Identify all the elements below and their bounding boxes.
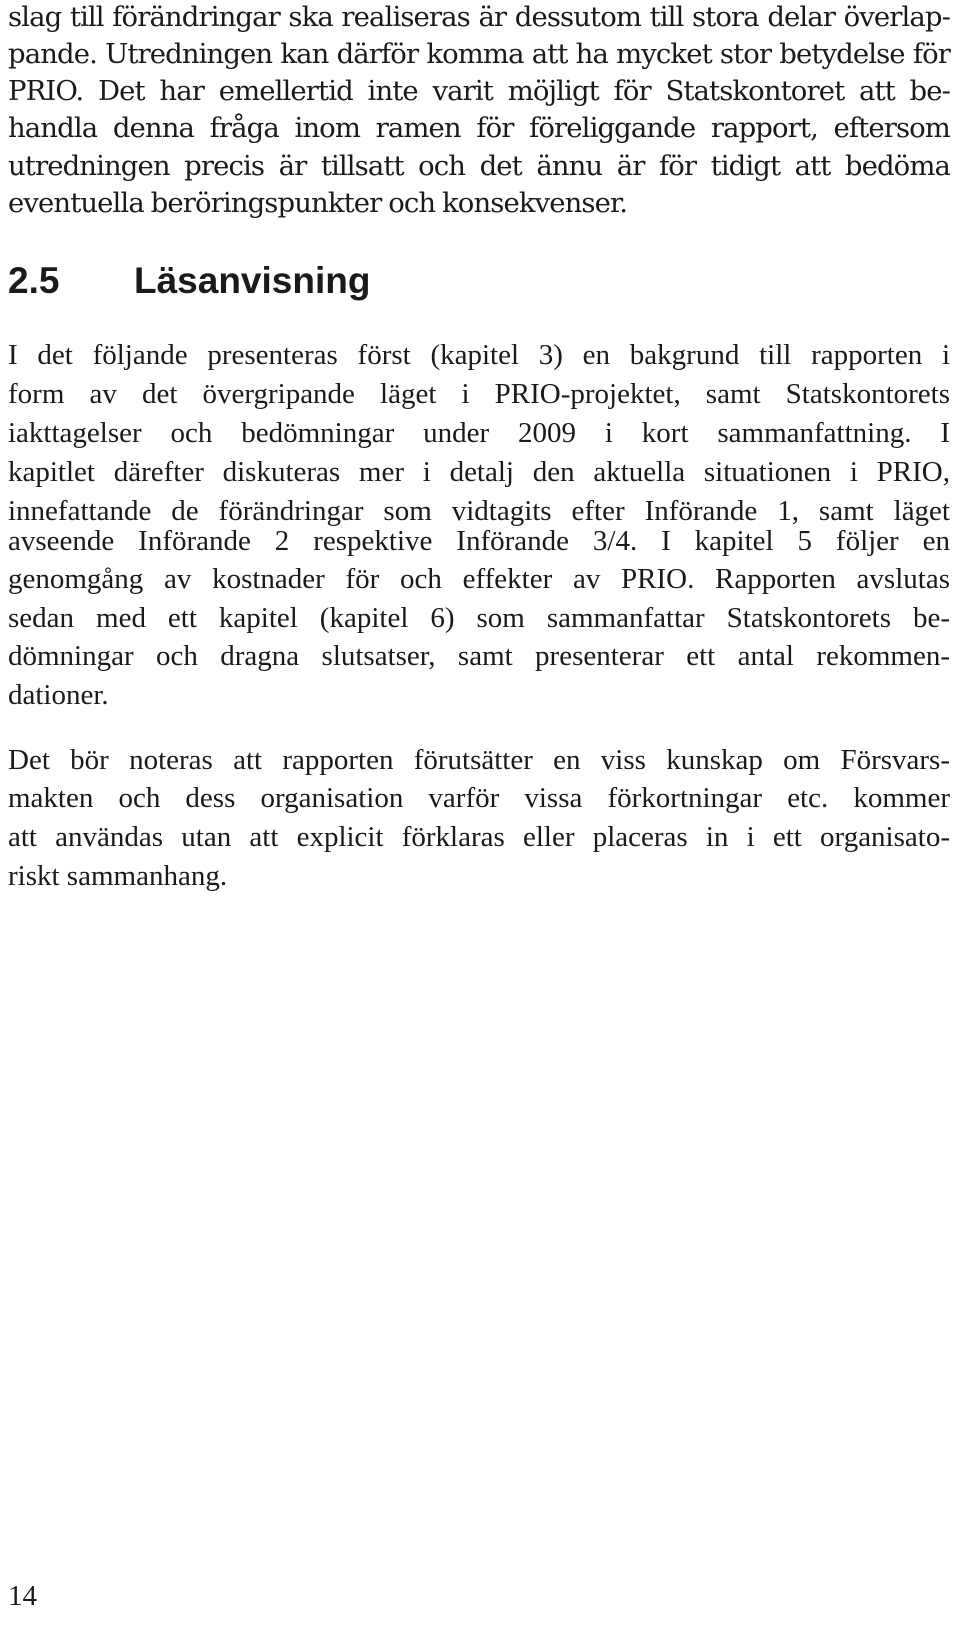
text-line: avseende Införande 2 respektive Införande 3/4. I kapitel 5 följer en (8, 525, 950, 557)
text-line: Det bör noteras att rapporten förutsätter en viss kunskap om Försvars- (8, 744, 950, 776)
text-line: makten och dess organisation varför vissa förkortningar etc. kommer (8, 782, 950, 814)
section-number: 2.5 (8, 260, 60, 301)
text-line: sedan med ett kapitel (kapitel 6) som sammanfattar Statskontorets be- (8, 602, 950, 634)
text-line: slag till förändringar ska realiseras är dessutom till stora delar överlap- (8, 1, 950, 33)
page-number: 14 (8, 1580, 37, 1612)
section-title: Läsanvisning (134, 260, 371, 301)
section-heading (8, 258, 370, 304)
text-line: eventuella beröringspunkter och konsekvenser. (8, 187, 628, 219)
text-line: kapitlet därefter diskuteras mer i detalj den aktuella situationen i PRIO, (8, 456, 950, 488)
text-line: utredningen precis är tillsatt och det ännu är för tidigt att bedöma (8, 150, 950, 182)
text-line: att användas utan att explicit förklaras eller placeras in i ett organisato- (8, 821, 950, 853)
text-line: riskt sammanhang. (8, 860, 228, 892)
text-line: PRIO. Det har emellertid inte varit möjligt för Statskontoret att be- (8, 75, 950, 107)
text-line: genomgång av kostnader för och effekter av PRIO. Rapporten avslutas (8, 563, 950, 595)
text-line: innefattande de förändringar som vidtagits efter Införande 1, samt läget (8, 495, 950, 527)
text-line: handla denna fråga inom ramen för föreliggande rapport, eftersom (8, 112, 950, 144)
text-line: dömningar och dragna slutsatser, samt presenterar ett antal rekommen- (8, 640, 950, 672)
text-line: I det följande presenteras först (kapitel 3) en bakgrund till rapporten i (8, 339, 950, 371)
text-line: form av det övergripande läget i PRIO-projektet, samt Statskontorets (8, 378, 950, 410)
text-line: dationer. (8, 679, 109, 711)
text-line: iakttagelser och bedömningar under 2009 i kort sammanfattning. I (8, 417, 950, 449)
text-line: pande. Utredningen kan därför komma att ha mycket stor betydelse för (8, 38, 950, 70)
